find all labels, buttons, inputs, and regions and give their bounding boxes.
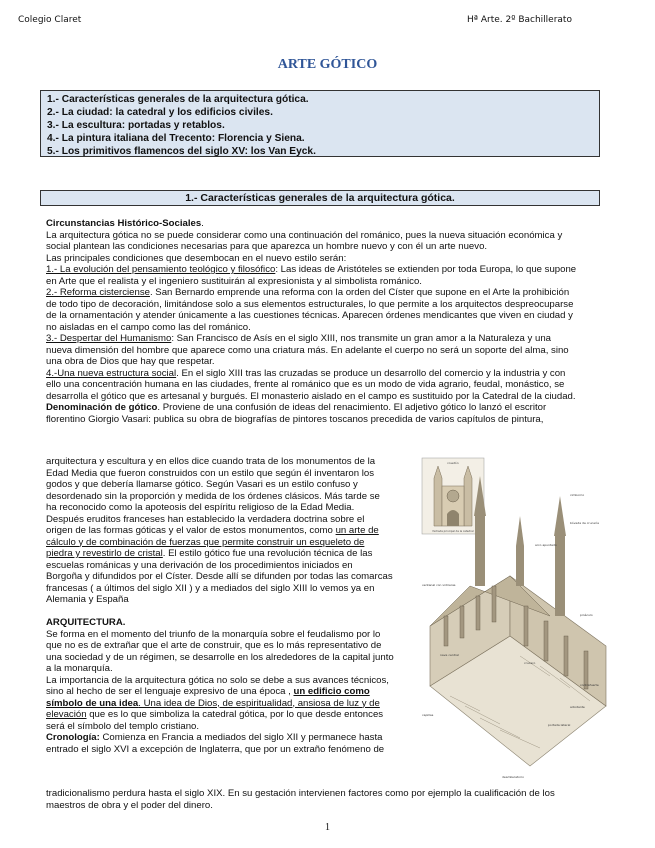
- paragraph-line: elevación que es lo que simboliza la catedral gótica, por lo que desde entonces: [46, 709, 384, 720]
- paragraph-line: Las principales condiciones que desembocan en el nuevo estilo serán:: [46, 252, 347, 264]
- point-1: 1.- La evolución del pensamiento teológico y filosófico: Las ideas de Aristóteles se extienden por toda Europa, lo que supone: [46, 264, 577, 275]
- point-3: 3.- Despertar del Humanismo: San Francisco de Asís en el siglo XIII, nos transmite un gran amor a la Naturaleza y una: [46, 333, 551, 344]
- paragraph-line: ha reconocido como la apoteosis del espíritu religioso de la Edad Media.: [46, 502, 355, 513]
- paragraph-line: tradicionalismo perdura hasta el siglo XIX. En su gestación intervienen factores como por ejemplo la cualificación de los: [46, 788, 555, 799]
- label-roseton: rosetón: [447, 461, 459, 465]
- paragraph-line: godos y que debería llamarse gótico. Según Vasari es un estilo confuso y: [46, 479, 358, 490]
- label-ventanal: ventanal con vidrieras: [422, 583, 456, 587]
- body-text-bottom: [46, 788, 606, 811]
- label-capillas: capillas: [422, 713, 434, 717]
- page-number: 1: [325, 822, 330, 833]
- label-nave: nave central: [440, 653, 459, 657]
- toc-item[interactable]: 5.- Los primitivos flamencos del siglo XV: los Van Eyck.: [47, 146, 316, 157]
- paragraph-line: una obra de Dios que hay que respetar.: [46, 356, 215, 367]
- paragraph-line: en Arte que el realista y el ingeniero sustituirán al expresionista y al simbolista románico.: [46, 275, 422, 287]
- label-portada: portada lateral: [548, 723, 571, 727]
- paragraph-line: que no es de extrañar que el arte de construir, que es lo más representativo de: [46, 640, 382, 651]
- section-heading: 1.- Características generales de la arquitectura gótica.: [40, 190, 600, 206]
- label-boveda: bóveda de crucería: [570, 521, 599, 525]
- paragraph-line: de la ornamentación y atender únicamente a las cuestiones técnicas. Aparecen órdenes mendicantes que viven en ciudad y: [46, 310, 573, 321]
- paragraph-line: no aisladas en el campo como las del románico.: [46, 321, 251, 333]
- label-arco: arco apuntado: [535, 543, 557, 547]
- paragraph-line: La arquitectura gótica no se puede considerar como una continuación del románico, pues la nueva situación económica y: [46, 229, 563, 241]
- paragraph-line: cálculo y de combinación de fuerzas que permite construir un esqueleto de: [46, 536, 365, 548]
- paragraph-line: Alemania y España: [46, 594, 129, 605]
- paragraph-line: florentino Giorgio Vasari: publica su obra de biografías de pintores toscanos precedida de varios capítulos de pintura,: [46, 413, 544, 425]
- chronology: Cronología: Comienza en Francia a mediados del siglo XII y permanece hasta: [46, 732, 383, 743]
- body-text-left-column: [46, 456, 412, 755]
- toc-item[interactable]: 2.- La ciudad: la catedral y los edificios civiles.: [47, 107, 273, 118]
- label-deambulatorio: deambulatorio: [502, 775, 524, 779]
- paragraph-line: nueva dimensión del hombre que aparece como una criatura más. En adelante el cuerpo no será un soporte del alma, sino: [46, 344, 569, 356]
- label-contrafuerte: contrafuerte: [580, 683, 599, 687]
- paragraph-line: Se forma en el momento del triunfo de la monarquía sobre el feudalismo por lo: [46, 628, 381, 640]
- paragraph-line: Edad Media que fueron construidos con un estilo que según él inventaron los: [46, 467, 375, 479]
- header-school: Colegio Claret: [18, 15, 82, 25]
- denomination: Denominación de gótico. Proviene de una confusión de ideas del renacimiento. El adjetivo gótico lo lanzó el escritor: [46, 402, 547, 413]
- subheading-architecture: ARQUITECTURA.: [46, 617, 126, 628]
- paragraph-line: de todo tipo de decoración, limitándose solo a sus elementos estructurales, lo que permite a los arquitectos despreocuparse: [46, 298, 574, 310]
- point-2: 2.- Reforma cisterciense. San Bernardo emprende una reforma con la orden del Císter que supone en el Arte la prohibición: [46, 287, 570, 298]
- facade-inset: [422, 458, 484, 534]
- paragraph-line: símbolo de una idea. Una idea de Dios, de espiritualidad, ansiosa de luz y de: [46, 697, 380, 709]
- paragraph-line: arquitectura y escultura y en ellos dice cuando trata de los monumentos de la: [46, 456, 376, 467]
- paragraph-line: entrado el siglo XVI a excepción de Inglaterra, que por un extraño fenómeno de: [46, 743, 385, 755]
- cathedral-cutaway-illustration: [420, 456, 612, 788]
- header-course: Hª Arte. 2º Bachillerato: [467, 15, 572, 25]
- table-of-contents: [40, 90, 600, 157]
- label-pinaculo: pináculo: [580, 613, 593, 617]
- label-arbotante: arbotante: [570, 705, 585, 709]
- point-4: 4.-Una nueva estructura social. En el siglo XIII tras las cruzadas se produce un desarrollo del comercio y la industria y con: [46, 367, 566, 379]
- paragraph-line: piedra y revestirlo de cristal. El estilo gótico fue una revolución técnica de las: [46, 548, 373, 559]
- paragraph-line: una sociedad y de un régimen, se desarrolle en los alrededores de la capital junto: [46, 651, 394, 663]
- paragraph-line: a la monarquía.: [46, 663, 113, 674]
- label-crucero: crucero: [524, 661, 536, 665]
- paragraph-line: Después eruditos franceses han establecido la verdadera doctrina sobre el: [46, 513, 365, 525]
- label-cimborrio: cimborrio: [570, 493, 585, 497]
- paragraph-line: escuelas románicas y una derivación de los procedimientos iniciados en: [46, 559, 353, 571]
- toc-item[interactable]: 1.- Características generales de la arquitectura gótica.: [47, 94, 309, 105]
- label-facade: fachada principal de la catedral: [432, 530, 474, 533]
- paragraph-line: será el símbolo del templo cristiano.: [46, 720, 200, 732]
- toc-item[interactable]: 3.- La escultura: portadas y retablos.: [47, 120, 225, 131]
- toc-item[interactable]: 4.- La pintura italiana del Trecento: Florencia y Siena.: [47, 133, 305, 144]
- body-text-full-width: [46, 218, 606, 425]
- paragraph-line: francesas ( a últimos del siglo XII ) y a mediados del siglo XIII lo vemos ya en: [46, 582, 375, 594]
- subheading-circumstances: Circunstancias Histórico-Sociales.: [46, 218, 204, 229]
- paragraph-line: sino al hecho de ser el lenguaje expresivo de una época , un edificio como: [46, 686, 370, 697]
- paragraph-line: origen de las formas góticas y el valor de estos monumentos, como un arte de: [46, 525, 379, 536]
- paragraph-line: maestros de obra y el poder del dinero.: [46, 799, 213, 811]
- paragraph-line: social plantean las condiciones necesarias para que aparezca un hombre nuevo y con él un arte nuevo.: [46, 241, 488, 252]
- paragraph-line: desordenado sin la proporción y medida de los órdenes clásicos. Más tarde se: [46, 490, 380, 502]
- paragraph-line: ello una concentración humana en las ciudades, frente al románico que es un modo de vida agrario, feudal, monástico, se: [46, 379, 565, 390]
- page-title: ARTE GÓTICO: [277, 57, 378, 72]
- paragraph-line: desarrolla el gótico que es artesanal y burgués. El monasterio aislado en el campo es sustituido por la Catedral de la ciudad.: [46, 390, 576, 402]
- paragraph-line: Borgoña y difundidos por el Císter. Desde allí se difunden por todas las comarcas: [46, 571, 393, 582]
- paragraph-line: La importancia de la arquitectura gótica no solo se debe a sus avances técnicos,: [46, 674, 389, 686]
